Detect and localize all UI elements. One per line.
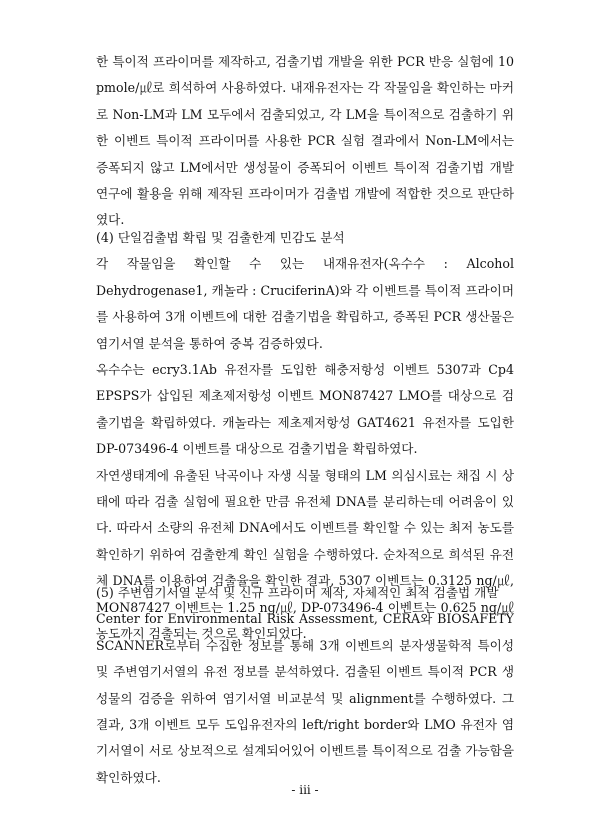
paragraph-text: 자연생태계에 유출된 낙곡이나 자생 식물 형태의 LM 의심시료는 채집 시 상태에 따라 검출 실험에 필요한 만큼 유전체 DNA를 분리하는데 어려움이 있다. 따라서 소량의 유전체 DNA에서도 이벤트를 확인할 수 있는 최저 농도를 확인하기 위하여 검출한계 확인 실험을 수행하였다. 순차적으로 희석된 유전체 DNA를 이용하여 검출율을 확인한 결과, 5307 이벤트는 0.3125 ng/㎕, MON87427 이벤트는 1.25 ng/㎕, DP-073496-4 이벤트는 0.625 ng/㎕농도까지 검출되는 것으로 확인되었다. [96,467,514,642]
section-heading-5: (5) 주변염기서열 분석 및 신규 프라이머 제작, 자체적인 최적 검출법 개발 [96,585,499,600]
paragraph-text: 옥수수는 ecry3.1Ab 유전자를 도입한 해충저항성 이벤트 5307과 Cp4 EPSPS가 삽입된 제초제저항성 이벤트 MON87427 LMO를 대상으로 검출기법을 확립하였다. 캐놀라는 제초제저항성 GAT4621 유전자를 도입한 DP-073496-4 이벤트를 대상으로 검출기법을 확립하였다. [96,362,514,457]
page-number: - iii - [291,783,319,797]
paragraph-text: Center for Environmental Risk Assessment, CERA와 BIOSAFETY SCANNER로부터 수집한 정보를 통해 3개 이벤트의 분자생물학적 특이성 및 주변염기서열의 유전 정보를 분석하였다. 검출된 이벤트 특이적 PCR 생성물의 검증을 위하여 염기서열 비교분석 및 alignment를 수행하였다. 그 결과, 3개 이벤트 모두 도입유전자의 left/right border와 LMO 유전자 염기서열이 서로 상보적으로 설계되어있어 이벤트를 특이적으로 검출 가능함을 확인하였다. [96,611,514,785]
paragraph-text: 한 특이적 프라이머를 제작하고, 검출기법 개발을 위한 PCR 반응 실험에 10 pmole/㎕로 희석하여 사용하였다. 내재유전자는 각 작물임을 확인하는 마커로 Non-LM과 LM 모두에서 검출되었고, 각 LM을 특이적으로 검출하기 위한 이벤트 특이적 프라이머를 사용한 PCR 실험 결과에서 Non-LM에서는 증폭되지 않고 LM에서만 생성물이 증폭되어 이벤트 특이적 검출기법 개발연구에 활용을 위해 제작된 프라이머가 검출법 개발에 적합한 것으로 판단하였다. [96,54,514,228]
section-5 [96,580,514,791]
section-heading-4: (4) 단일검출법 확립 및 검출한계 민감도 분석 [96,230,345,245]
paragraph-text: 각 작물임을 확인할 수 있는 내재유전자(옥수수 : Alcohol Dehydrogenase1, 캐놀라 : CruciferinA)와 각 이벤트를 특이적 프라이머를 사용하여 3개 이벤트에 대한 검출기법을 확립하고, 증폭된 PCR 생산물은 염기서열 분석을 통하여 중복 검증하였다. [96,256,514,351]
paragraph-primer-results [96,49,514,234]
